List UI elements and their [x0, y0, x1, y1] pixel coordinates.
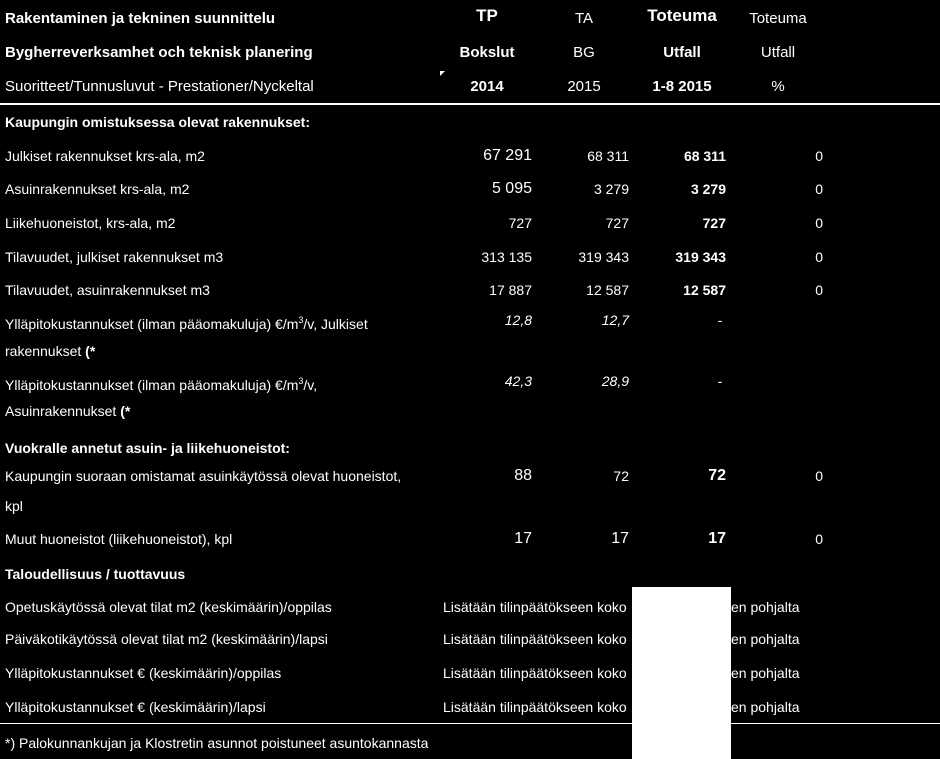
cell-pct: 0 [815, 468, 823, 484]
cell-toteuma: 727 [702, 215, 726, 231]
row-label: Kaupungin suoraan omistamat asuinkäytössä olevat huoneistot, [5, 468, 402, 484]
cell-tp: 67 291 [483, 147, 532, 164]
cell-toteuma: 68 311 [683, 148, 726, 164]
col-ta-line3: 2015 [567, 78, 601, 95]
col-ta-line2: BG [573, 44, 595, 61]
cell-note: Lisätään tilinpäätökseen koko [443, 665, 627, 681]
row-label: Ylläpitokustannukset € (keskimäärin)/lapsi [5, 699, 266, 715]
row-label: Asuinrakennukset krs-ala, m2 [5, 181, 190, 197]
cell-note: Lisätään tilinpäätökseen koko [443, 631, 627, 647]
cell-note: Lisätään tilinpäätökseen koko [443, 699, 627, 715]
cell-ta: 319 343 [578, 249, 629, 265]
cell-note-end: en pohjalta [731, 665, 800, 681]
col-toteuma-line1: Toteuma [647, 6, 717, 25]
cell-pct: 0 [815, 181, 823, 197]
row-label: Päiväkotikäytössä olevat tilat m2 (keskimäärin)/lapsi [5, 631, 328, 647]
cell-toteuma: 72 [708, 467, 726, 484]
cell-ta: 3 279 [593, 181, 629, 197]
row-label-continued: kpl [5, 498, 23, 514]
row-label: Tilavuudet, julkiset rakennukset m3 [5, 249, 224, 265]
row-label: Tilavuudet, asuinrakennukset m3 [5, 282, 210, 298]
col-pct-line2: Utfall [760, 44, 796, 61]
footnote: *) Palokunnankujan ja Klostretin asunnot poistuneet asuntokannasta [5, 735, 429, 751]
row-label: Muut huoneistot (liikehuoneistot), kpl [5, 531, 233, 547]
col-pct-line3: % [771, 78, 785, 95]
row-label-continued: rakennukset (* [5, 343, 96, 359]
white-overlay-box [632, 587, 731, 759]
title-swedish: Bygherreverksamhet och teknisk planering [5, 44, 313, 61]
cell-note-end: en pohjalta [731, 631, 800, 647]
col-toteuma-line2: Utfall [663, 44, 701, 61]
cell-toteuma: 17 [708, 530, 726, 547]
cell-tp: 42,3 [504, 373, 532, 389]
cell-toteuma: 319 343 [675, 249, 726, 265]
cell-pct: 0 [815, 249, 823, 265]
row-label: Ylläpitokustannukset (ilman pääomakuluja) $€/m^3/v$, Julkiset [5, 315, 368, 332]
cell-ta: 12,7 [601, 312, 629, 328]
cell-note-end: en pohjalta [731, 699, 800, 715]
cell-tp: 5 095 [491, 180, 532, 197]
cell-pct: 0 [815, 215, 823, 231]
cell-comment-marker [440, 71, 445, 76]
footer-divider [0, 723, 940, 724]
cell-ta: 12 587 [586, 282, 629, 298]
cell-tp: 88 [514, 467, 532, 484]
header-divider [0, 103, 940, 105]
col-ta-line1: TA [574, 10, 594, 27]
cell-note-end: en pohjalta [731, 599, 800, 615]
cell-pct: 0 [815, 282, 823, 298]
cell-pct: 0 [815, 148, 823, 164]
col-pct-line1: Toteuma [749, 10, 807, 27]
cell-toteuma: - [717, 373, 723, 389]
cell-ta: 72 [613, 468, 629, 484]
row-label: Ylläpitokustannukset (ilman pääomakuluja) $€/m^3/v$, [5, 376, 318, 393]
cell-ta: 727 [605, 215, 629, 231]
row-label-continued: Asuinrakennukset (* [5, 403, 131, 419]
subtitle: Suoritteet/Tunnusluvut - Prestationer/Nyckeltal [5, 78, 314, 95]
cell-tp: 727 [508, 215, 532, 231]
title-finnish: Rakentaminen ja tekninen suunnittelu [5, 10, 276, 27]
section-heading: Taloudellisuus / tuottavuus [5, 566, 186, 582]
cell-pct: 0 [815, 531, 823, 547]
row-label: Julkiset rakennukset krs-ala, m2 [5, 148, 205, 164]
row-label: Opetuskäytössä olevat tilat m2 (keskimäärin)/oppilas [5, 599, 332, 615]
cell-toteuma: - [717, 312, 723, 328]
col-toteuma-line3: 1-8 2015 [652, 78, 712, 95]
cell-ta: 68 311 [587, 148, 629, 164]
cell-tp: 12,8 [504, 312, 532, 328]
col-tp-line3: 2014 [470, 78, 504, 95]
cell-tp: 313 135 [481, 249, 532, 265]
row-label: Liikehuoneistot, krs-ala, m2 [5, 215, 176, 231]
cell-toteuma: 12 587 [683, 282, 726, 298]
cell-tp: 17 887 [489, 282, 532, 298]
cell-tp: 17 [514, 530, 532, 547]
cell-toteuma: 3 279 [690, 181, 726, 197]
section-heading: Vuokralle annetut asuin- ja liikehuoneistot: [5, 440, 290, 456]
col-tp-line2: Bokslut [459, 44, 515, 61]
cell-note: Lisätään tilinpäätökseen koko [443, 599, 627, 615]
row-label: Ylläpitokustannukset € (keskimäärin)/oppilas [5, 665, 282, 681]
cell-ta: 17 [611, 530, 629, 547]
section-heading: Kaupungin omistuksessa olevat rakennukset: [5, 114, 310, 130]
cell-ta: 28,9 [601, 373, 629, 389]
col-tp-line1: TP [476, 6, 498, 25]
